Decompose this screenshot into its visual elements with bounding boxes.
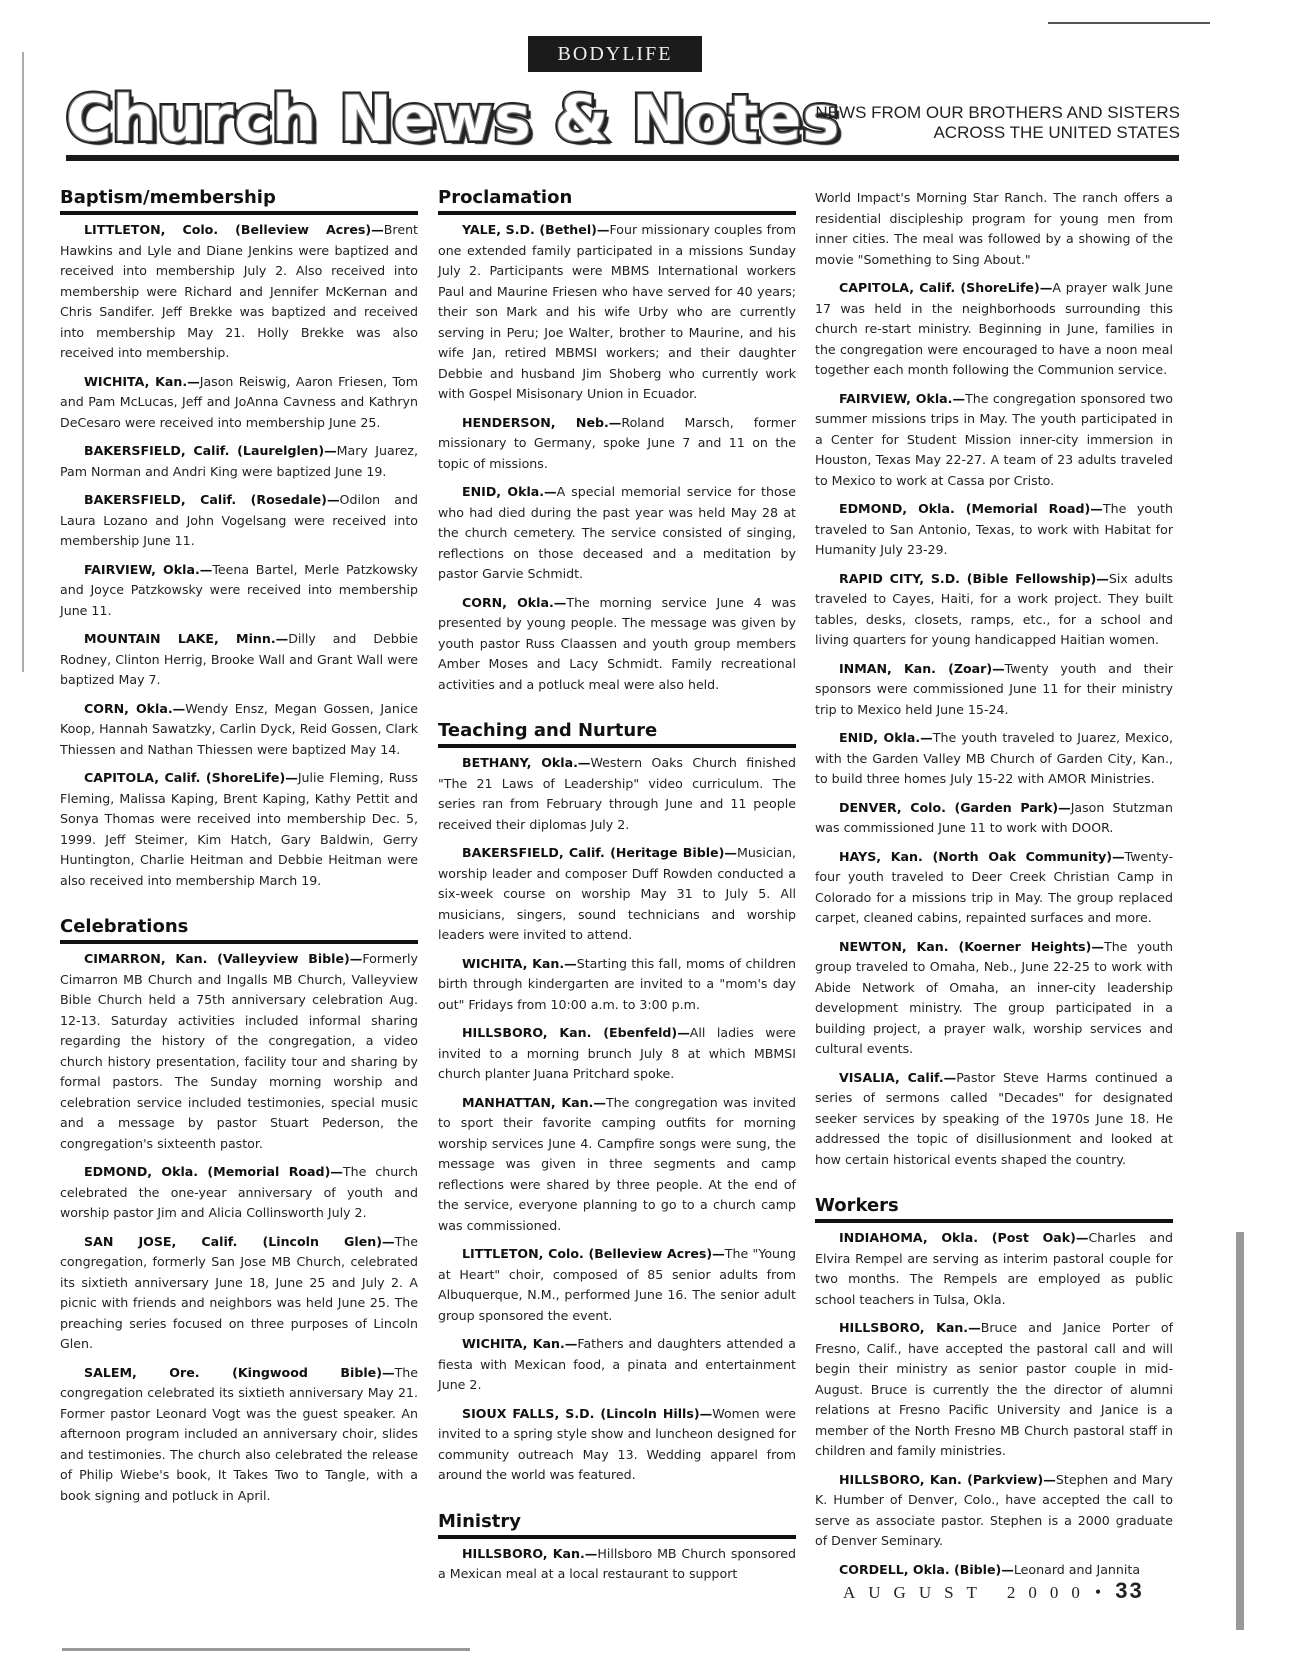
news-item	[815, 1068, 1173, 1171]
news-item	[438, 593, 796, 696]
masthead-rule	[66, 155, 1179, 161]
item-text: The congregation, formerly San Jose MB Church, celebrated its sixtieth anniversary June 18, June 25 and July 2. A picnic with friends and neighbors was held June 25. The preaching series focused on three purposes of Lincoln Glen.	[60, 1233, 418, 1351]
section-kicker: BODYLIFE	[528, 36, 702, 72]
page-title: Church News & Notes	[66, 82, 841, 155]
item-text: Charles and Elvira Rempel are serving as interim pastoral couple for two months. The Rempels are employed as public school teachers in Tulsa, Okla.	[815, 1230, 1173, 1307]
column-3	[815, 188, 1173, 1606]
scan-edge-bottom	[62, 1648, 470, 1651]
bullet-icon: •	[1094, 1582, 1102, 1602]
section-proclamation	[438, 188, 796, 695]
item-location: YALE, S.D. (Bethel)—	[462, 222, 610, 237]
section-heading: Ministry	[438, 1512, 796, 1539]
item-location: CORDELL, Okla. (Bible)—	[839, 1561, 1014, 1577]
item-location: WICHITA, Kan.—	[462, 955, 577, 971]
item-text: Mary Juarez, Pam Norman and Andri King were baptized June 19.	[60, 443, 418, 479]
item-location: FAIRVIEW, Okla.—	[84, 561, 213, 577]
news-item	[815, 499, 1173, 561]
item-text: Teena Bartel, Merle Patzkowsky and Joyce Patzkowsky were received into membership June 11.	[60, 561, 418, 618]
item-location: HILLSBORO, Kan. (Parkview)—	[839, 1471, 1056, 1487]
item-text: World Impact's Morning Star Ranch. The ranch offers a residential discipleship program for young men from inner cities. The meal was followed by a showing of the movie "Something to Sing About."	[815, 190, 1173, 267]
news-item	[438, 1023, 796, 1085]
item-location: CORN, Okla.—	[462, 594, 567, 610]
item-location: BAKERSFIELD, Calif. (Laurelglen)—	[84, 443, 337, 458]
news-item	[60, 372, 418, 434]
news-item	[815, 798, 1173, 839]
news-item	[60, 1363, 418, 1507]
news-item	[60, 441, 418, 482]
item-location: HENDERSON, Neb.—	[462, 414, 622, 430]
item-text: A special memorial service for those who had died during the past year was held May 28 at the church cemetery. The service consisted of singing, reflections on those deceased and a meditation by pastor Garvie Schmidt.	[438, 484, 796, 581]
item-location: HILLSBORO, Kan. (Ebenfeld)—	[462, 1025, 690, 1040]
item-text: Hillsboro MB Church sponsored a Mexican meal at a local restaurant to support	[438, 1545, 796, 1581]
item-location: INDIAHOMA, Okla. (Post Oak)—	[839, 1230, 1089, 1245]
item-text: All ladies were invited to a morning brunch July 8 at which MBMSI church planter Juana Pritchard spoke.	[438, 1025, 796, 1081]
page-subtitle	[815, 103, 1180, 143]
item-text: Six adults traveled to Cayes, Haiti, for a work project. They built tables, desks, closets, ramps, etc., for a school and living quarters for young handicapped Haitian women.	[815, 570, 1173, 647]
news-item	[815, 1470, 1173, 1552]
news-item	[438, 413, 796, 475]
item-location: MANHATTAN, Kan.—	[462, 1094, 606, 1110]
news-item	[60, 490, 418, 552]
item-location: MOUNTAIN LAKE, Minn.—	[84, 631, 289, 646]
item-location: HILLSBORO, Kan.—	[462, 1545, 598, 1561]
section-ministry	[438, 1512, 796, 1585]
item-location: SIOUX FALLS, S.D. (Lincoln Hills)—	[462, 1405, 713, 1421]
item-location: LITTLETON, Colo. (Belleview Acres)—	[462, 1246, 725, 1261]
item-text: Twenty-four youth traveled to Deer Creek Christian Camp in Colorado for a missions trip in May. The group replaced carpet, cleaned cabins, repainted surfaces and more.	[815, 848, 1173, 925]
news-item	[438, 843, 796, 946]
item-location: EDMOND, Okla. (Memorial Road)—	[84, 1164, 343, 1179]
item-text: Women were invited to a spring style show and luncheon designed for community outreach May 13. Wedding apparel from around the world was featured.	[438, 1405, 796, 1482]
section-heading: Celebrations	[60, 917, 418, 944]
item-text: Pastor Steve Harms continued a series of sermons called "Decades" for designated seeker services by speaking of the 1970s June 18. He addressed the topic of disillusionment and looked at how certain historical events shaped the country.	[815, 1069, 1173, 1167]
item-location: HAYS, Kan. (North Oak Community)—	[839, 848, 1125, 864]
news-item	[60, 1232, 418, 1355]
item-text: Leonard and Jannita	[1013, 1561, 1141, 1577]
item-location: VISALIA, Calif.—	[839, 1069, 957, 1085]
item-location: SAN JOSE, Calif. (Lincoln Glen)—	[84, 1233, 395, 1249]
news-item	[815, 1318, 1173, 1462]
section-baptism-membership	[60, 188, 418, 891]
section-heading: Teaching and Nurture	[438, 721, 796, 748]
item-location: SALEM, Ore. (Kingwood Bible)—	[84, 1364, 395, 1380]
page-number: 33	[1115, 1578, 1144, 1603]
news-item	[60, 699, 418, 761]
news-item	[815, 278, 1173, 381]
page-footer	[843, 1578, 1144, 1604]
item-location: CIMARRON, Kan. (Valleyview Bible)—	[84, 951, 363, 966]
news-item	[60, 560, 418, 622]
item-text: The congregation was invited to sport their favorite camping outfits for morning worship services June 4. Campfire songs were sung, the message was given in three segments and camp reflections were shared by three people. At the end of the service, everyone planning to go to a church camp was commissioned.	[438, 1094, 796, 1233]
item-text: A prayer walk June 17 was held in the neighborhoods surrounding this church re-start ministry. Beginning in June, families in the congregation were encouraged to have a noon meal together each month following the Communion service.	[815, 280, 1173, 377]
item-location: ENID, Okla.—	[462, 484, 557, 499]
column-1	[60, 188, 418, 1532]
item-location: BETHANY, Okla.—	[462, 755, 591, 770]
subtitle-line-1: NEWS FROM OUR BROTHERS AND SISTERS	[815, 103, 1180, 122]
item-location: FAIRVIEW, Okla.—	[839, 390, 966, 406]
news-item	[815, 1228, 1173, 1310]
item-text: Brent Hawkins and Lyle and Diane Jenkins were baptized and received into membership July 2. Also received into membership were Richard and Jennifer McKernan and Chris Sandifer. Jeff Brekke was baptized and received into membership May 21. Holly Brekke was also received into membership.	[60, 222, 418, 360]
item-location: CAPITOLA, Calif. (ShoreLife)—	[84, 770, 298, 785]
item-location: BAKERSFIELD, Calif. (Heritage Bible)—	[462, 845, 737, 860]
news-item	[438, 753, 796, 835]
item-text: Jason Stutzman was commissioned June 11 to work with DOOR.	[815, 799, 1173, 835]
item-text: The congregation sponsored two summer missions trips in May. The youth participated in a Center for Student Mission inner-city immersion in Houston, Texas May 22-27. A team of 23 adults traveled to Mexico to work at Cassa por Cristo.	[815, 390, 1173, 488]
news-item-continued	[815, 188, 1173, 270]
news-item	[438, 482, 796, 585]
item-text: Western Oaks Church finished "The 21 Laws of Leadership" video curriculum. The series ran from February through June and 11 people received their diplomas July 2.	[438, 755, 796, 832]
news-item	[60, 1162, 418, 1224]
news-item	[815, 847, 1173, 929]
news-item	[438, 1244, 796, 1326]
item-text: Bruce and Janice Porter of Fresno, Calif., have accepted the pastoral call and will begin their ministry as senior pastor couple in mid-August. Bruce is currently the the director of alumni relations at Fresno Pacific University and Janice is a member of the North Fresno MB Church pastoral staff in children and family ministries.	[815, 1320, 1174, 1458]
item-location: LITTLETON, Colo. (Belleview Acres)—	[84, 222, 384, 237]
item-location: WICHITA, Kan.—	[462, 1336, 578, 1351]
item-text: Starting this fall, moms of children birth through kindergarten are invited to a "mom's day out" Fridays from 10:00 a.m. to 3:00 p.m.	[438, 955, 796, 1012]
item-text: Dilly and Debbie Rodney, Clinton Herrig, Brooke Wall and Grant Wall were baptized May 7.	[60, 631, 418, 687]
section-teaching-nurture	[438, 721, 796, 1486]
item-text: The church celebrated the one-year anniversary of youth and worship pastor Jim and Alicia Collinsworth July 2.	[60, 1164, 418, 1220]
item-text: The congregation celebrated its sixtieth anniversary May 21. Former pastor Leonard Vogt was the guest speaker. An afternoon program included an anniversary choir, slides and testimonies. The church also celebrated the release of Philip Wiebe's book, It Takes Two to Tangle, with a book signing and potluck in April.	[60, 1364, 418, 1503]
section-ministry-continued	[815, 188, 1173, 1170]
item-text: Four missionary couples from one extended family participated in a missions Sunday July 2. Participants were MBMS International workers Paul and Maurine Friesen who have served for 40 years; their son Mark and his wife Urby who are currently serving in Peru; Joe Walter, brother to Maurine, and his wife Jan, retired MBMSI workers; and their daughter Debbie and husband Jim Shoberg who currently work with Gospel Misisonary Union in Ecuador.	[438, 222, 796, 401]
scan-edge-left	[22, 52, 24, 672]
section-heading: Workers	[815, 1196, 1173, 1223]
item-text: The youth traveled to Juarez, Mexico, with the Garden Valley MB Church of Garden City, Kan., to build three homes July 15-22 with AMOR Ministries.	[815, 730, 1173, 786]
news-item	[815, 1560, 1173, 1581]
news-item	[60, 220, 418, 364]
news-item	[438, 1334, 796, 1396]
news-item	[815, 659, 1173, 721]
column-2	[438, 188, 796, 1611]
item-text: Odilon and Laura Lozano and John Vogelsang were received into membership June 11.	[60, 492, 418, 548]
item-text: Fathers and daughters attended a fiesta with Mexican food, a pinata and entertainment June 2.	[438, 1336, 796, 1392]
item-location: CAPITOLA, Calif. (ShoreLife)—	[839, 280, 1053, 295]
item-text: The youth traveled to San Antonio, Texas, to work with Habitat for Humanity July 23-29.	[815, 501, 1173, 557]
news-item	[438, 954, 796, 1016]
news-item	[60, 629, 418, 691]
item-location: ENID, Okla.—	[839, 730, 933, 745]
item-text: Jason Reiswig, Aaron Friesen, Tom and Pam McLucas, Jeff and JoAnna Cavness and Kathryn DeCesaro were received into membership June 25.	[60, 373, 418, 430]
item-text: Wendy Ensz, Megan Gossen, Janice Koop, Hannah Sawatzky, Carlin Dyck, Reid Gossen, Clark Thiessen and Nathan Thiessen were baptized May 14.	[60, 700, 418, 757]
item-text: Stephen and Mary K. Humber of Denver, Colo., have accepted the call to serve as associate pastor. Stephen is a 2000 graduate of Denver Seminary.	[815, 1471, 1173, 1548]
scan-edge-right	[1236, 1232, 1244, 1630]
news-item	[815, 728, 1173, 790]
news-item	[438, 1404, 796, 1486]
issue-date: AUGUST 2000	[843, 1583, 1093, 1602]
item-location: INMAN, Kan. (Zoar)—	[839, 660, 1005, 676]
item-location: NEWTON, Kan. (Koerner Heights)—	[839, 938, 1104, 954]
item-text: Twenty youth and their sponsors were commissioned June 11 for their ministry trip to Mexico held June 15-24.	[815, 660, 1174, 717]
news-item	[815, 937, 1173, 1060]
item-location: BAKERSFIELD, Calif. (Rosedale)—	[84, 492, 340, 507]
item-text: The "Young at Heart" choir, composed of 85 senior adults from Albuquerque, N.M., performed June 16. The senior adult group sponsored the event.	[438, 1246, 797, 1323]
news-item	[438, 1093, 796, 1237]
item-text: Musician, worship leader and composer Duff Rowden conducted a six-week course on worship May 31 to July 5. All musicians, singers, sound technicians and worship leaders were invited to attend.	[438, 845, 796, 942]
item-text: Roland Marsch, former missionary to Germany, spoke June 7 and 11 on the topic of missions.	[438, 414, 796, 471]
section-celebrations	[60, 917, 418, 1506]
item-location: CORN, Okla.—	[84, 700, 186, 716]
news-item	[60, 949, 418, 1154]
section-heading: Proclamation	[438, 188, 796, 215]
item-text: Julie Fleming, Russ Fleming, Malissa Kaping, Brent Kaping, Kathy Pettit and Sonya Thomas were received into membership Dec. 5, 1999. Jeff Steimer, Kim Hatch, Gary Baldwin, Gerry Huntington, Charlie Heitman and Debbie Heitman were also received into membership March 19.	[60, 770, 418, 888]
section-heading: Baptism/membership	[60, 188, 418, 215]
news-item	[815, 569, 1173, 651]
item-text: The youth group traveled to Omaha, Neb., June 22-25 to work with Abide Network of Omaha, an inner-city leadership development ministry. The group participated in a building project, a prayer walk, worship services and cultural events.	[815, 938, 1173, 1056]
item-location: DENVER, Colo. (Garden Park)—	[839, 799, 1071, 815]
news-item	[438, 220, 796, 405]
section-workers	[815, 1196, 1173, 1580]
item-location: HILLSBORO, Kan.—	[839, 1320, 981, 1335]
item-text: Formerly Cimarron MB Church and Ingalls MB Church, Valleyview Bible Church held a 75th anniversary celebration Aug. 12-13. Saturday activities included informal sharing regarding the history of the congregation, a video church history presentation, facility tour and sharing by formal pastors. The Sunday morning worship and celebration service included testimonies, special music and a message by pastor Stuart Pederson, the congregation's sixteenth pastor.	[60, 951, 418, 1151]
item-text: The morning service June 4 was presented by young people. The message was given by youth pastor Russ Claassen and youth group members Amber Moses and Lacy Schmidt. Family recreational activities and a potluck meal were also held.	[438, 594, 796, 692]
top-rule-decoration	[1048, 22, 1210, 24]
news-item	[815, 389, 1173, 492]
item-location: RAPID CITY, S.D. (Bible Fellowship)—	[839, 570, 1109, 586]
news-item	[60, 768, 418, 891]
item-location: WICHITA, Kan.—	[84, 373, 200, 389]
subtitle-line-2: ACROSS THE UNITED STATES	[933, 123, 1180, 142]
news-item	[438, 1544, 796, 1585]
item-location: EDMOND, Okla. (Memorial Road)—	[839, 501, 1103, 516]
